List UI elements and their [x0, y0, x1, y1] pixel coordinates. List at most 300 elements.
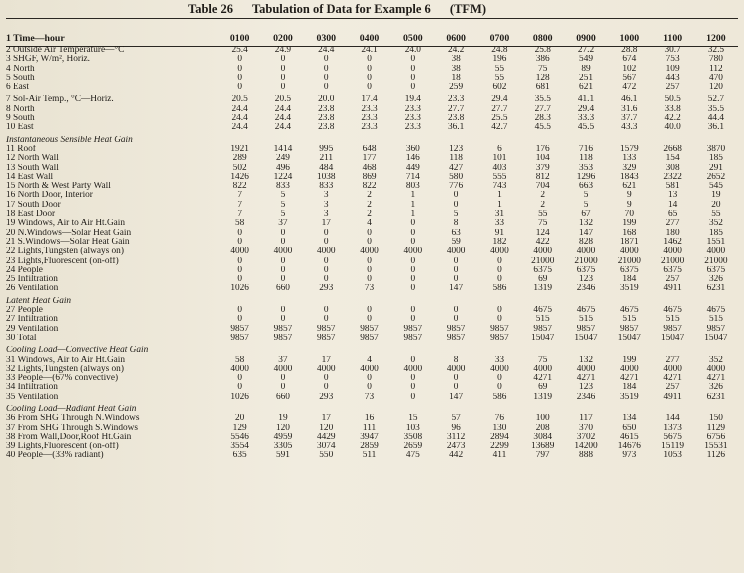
value-cell: 422 [535, 237, 550, 247]
value-cell: 19 [711, 191, 721, 201]
value-cell: 1296 [576, 172, 596, 182]
value-cell: 123 [579, 383, 593, 393]
value-cell: 35.5 [707, 104, 725, 114]
value-cell: 591 [275, 451, 290, 461]
row-label: 22 Lights,Tungsten (always on) [6, 247, 124, 257]
value-cell: 15 [408, 414, 418, 424]
value-cell: 45.5 [534, 123, 551, 133]
value-cell: 4271 [576, 374, 596, 384]
value-cell: 0 [497, 275, 502, 285]
row-label: 3 SHGF, W/m², Horiz. [6, 55, 90, 65]
value-cell: 3 [323, 191, 329, 201]
value-cell: 714 [405, 172, 420, 182]
value-cell: 586 [492, 284, 507, 294]
value-cell: 0 [367, 256, 372, 266]
value-cell: 196 [492, 55, 507, 65]
value-cell: 101 [492, 154, 507, 164]
value-cell: 4271 [663, 374, 682, 384]
value-cell: 44.4 [707, 114, 725, 124]
row-label: 15 North & West Party Wall [6, 182, 111, 192]
value-cell: 4000 [533, 364, 553, 374]
value-cell: 5 [280, 200, 286, 210]
value-cell: 23.8 [447, 114, 465, 124]
value-cell: 443 [665, 73, 680, 83]
value-cell: 2 [540, 200, 546, 210]
hour-header: 0500 [403, 33, 423, 44]
value-cell: 4000 [230, 247, 249, 257]
value-cell: 2346 [576, 392, 596, 402]
value-cell: 23.8 [318, 114, 335, 124]
value-cell: 257 [665, 275, 680, 285]
header-label: 1 Time—hour [6, 33, 65, 44]
value-cell: 7 [237, 210, 242, 220]
value-cell: 1 [410, 200, 416, 210]
value-cell: 3508 [403, 432, 423, 442]
row-label: 24 People [6, 265, 43, 275]
value-cell: 550 [319, 451, 334, 461]
value-cell: 0 [237, 64, 242, 74]
value-cell: 1 [410, 191, 416, 201]
value-cell: 33 [494, 219, 505, 229]
value-cell: 0 [410, 55, 416, 65]
value-cell: 1 [410, 210, 416, 220]
value-cell: 4000 [663, 364, 682, 374]
value-cell: 0 [237, 383, 242, 393]
value-cell: 2473 [446, 442, 466, 452]
value-cell: 24.8 [491, 46, 508, 55]
value-cell: 257 [665, 83, 680, 93]
value-cell: 3 [323, 210, 329, 220]
value-cell: 6756 [706, 432, 726, 442]
row-label: 25 Infiltration [6, 275, 58, 285]
row-label: 31 Windows, Air to Air Ht.Gain [6, 355, 126, 365]
value-cell: 555 [492, 172, 507, 182]
row-label: 34 Infiltration [6, 383, 58, 393]
value-cell: 43.3 [621, 123, 638, 133]
value-cell: 3702 [576, 432, 596, 442]
value-cell: 648 [362, 144, 377, 154]
value-cell: 4911 [663, 392, 682, 402]
value-cell: 0 [410, 315, 416, 325]
value-cell: 6 [497, 144, 502, 154]
row-label: 35 Ventilation [6, 392, 59, 402]
value-cell: 9857 [533, 324, 553, 334]
value-cell: 4000 [576, 364, 596, 374]
top-rule [6, 18, 738, 19]
value-cell: 379 [535, 163, 550, 173]
value-cell: 0 [280, 73, 286, 83]
value-cell: 0 [237, 237, 242, 247]
value-cell: 3112 [447, 432, 466, 442]
value-cell: 15531 [704, 442, 728, 452]
value-cell: 14200 [574, 442, 598, 452]
value-cell: 0 [367, 315, 372, 325]
value-cell: 0 [237, 275, 242, 285]
value-cell: 120 [319, 423, 334, 433]
value-cell: 55 [711, 210, 721, 220]
value-cell: 1126 [706, 451, 726, 461]
value-cell: 111 [362, 423, 377, 433]
value-cell: 973 [622, 451, 637, 461]
value-cell: 199 [622, 219, 637, 229]
value-cell: 58 [235, 219, 245, 229]
value-cell: 59 [451, 237, 461, 247]
value-cell: 1579 [620, 144, 639, 154]
value-cell: 449 [405, 163, 420, 173]
value-cell: 21000 [574, 256, 598, 266]
value-cell: 0 [323, 83, 329, 93]
value-cell: 5 [583, 191, 589, 201]
value-cell: 30.7 [664, 46, 681, 55]
value-cell: 515 [622, 315, 637, 325]
value-cell: 0 [453, 256, 459, 266]
row-label: 21 S.Windows—Solar Heat Gain [6, 237, 130, 247]
value-cell: 4911 [663, 284, 682, 294]
value-cell: 0 [280, 83, 286, 93]
value-cell: 545 [708, 182, 723, 192]
hour-header: 0600 [446, 33, 466, 44]
value-cell: 4000 [663, 247, 682, 257]
value-cell: 20.0 [318, 95, 335, 105]
value-cell: 370 [579, 423, 593, 433]
hour-header: 0400 [359, 33, 380, 44]
value-cell: 0 [323, 256, 329, 266]
value-cell: 0 [367, 55, 372, 65]
value-cell: 23.3 [404, 104, 421, 114]
value-cell: 484 [319, 163, 334, 173]
value-cell: 102 [622, 64, 637, 74]
value-cell: 1551 [706, 237, 726, 247]
row-label: 13 South Wall [6, 163, 59, 173]
value-cell: 0 [367, 374, 372, 384]
value-cell: 567 [622, 73, 637, 83]
value-cell: 0 [280, 315, 286, 325]
value-cell: 69 [538, 275, 548, 285]
value-cell: 511 [362, 451, 377, 461]
value-cell: 0 [323, 55, 329, 65]
value-cell: 6375 [533, 265, 553, 275]
value-cell: 134 [622, 414, 637, 424]
value-cell: 4 [367, 355, 372, 365]
value-cell: 104 [535, 154, 550, 164]
value-cell: 0 [323, 237, 329, 247]
value-cell: 5 [280, 191, 286, 201]
value-cell: 50.5 [664, 95, 681, 105]
value-cell: 33.8 [664, 104, 681, 114]
value-cell: 2322 [663, 172, 682, 182]
value-cell: 0 [280, 64, 286, 74]
value-cell: 0 [497, 374, 502, 384]
row-label: 4 North [6, 64, 35, 74]
value-cell: 0 [280, 55, 286, 65]
value-cell: 4000 [360, 247, 379, 257]
table-method: (TFM) [449, 2, 487, 16]
value-cell: 25.5 [491, 114, 508, 124]
value-cell: 37 [278, 219, 288, 229]
value-cell: 0 [280, 237, 286, 247]
value-cell: 515 [579, 315, 593, 325]
value-cell: 403 [492, 163, 507, 173]
value-cell: 17.4 [361, 95, 378, 105]
value-cell: 9 [626, 191, 632, 201]
value-cell: 0 [280, 306, 286, 316]
value-cell: 257 [665, 383, 680, 393]
value-cell: 75 [538, 64, 548, 74]
value-cell: 184 [622, 275, 637, 285]
value-cell: 1 [497, 200, 502, 210]
value-cell: 4000 [490, 364, 509, 374]
row-label: 20 N.Windows—Solar Heat Gain [6, 228, 132, 238]
row-label: 12 North Wall [6, 154, 59, 164]
value-cell: 9857 [316, 333, 336, 343]
value-cell: 0 [237, 55, 242, 65]
value-cell: 13 [667, 191, 678, 201]
value-cell: 753 [665, 55, 680, 65]
value-cell: 28.8 [621, 46, 638, 55]
hour-header: 0300 [316, 33, 337, 44]
value-cell: 2894 [490, 432, 509, 442]
value-cell: 442 [449, 451, 464, 461]
row-label: 6 East [6, 83, 29, 93]
value-cell: 35.5 [534, 95, 551, 105]
value-cell: 123 [579, 275, 593, 285]
value-cell: 29.4 [491, 95, 508, 105]
value-cell: 468 [362, 163, 377, 173]
value-cell: 780 [708, 55, 723, 65]
value-cell: 150 [708, 414, 723, 424]
value-cell: 4000 [576, 247, 596, 257]
value-cell: 4000 [706, 364, 726, 374]
value-cell: 9857 [446, 324, 466, 334]
row-label: 39 Lights,Fluorescent (on-off) [6, 442, 119, 452]
value-cell: 0 [410, 392, 416, 402]
value-cell: 326 [708, 383, 723, 393]
value-cell: 28.3 [534, 114, 551, 124]
value-cell: 32.5 [707, 46, 725, 55]
value-cell: 1038 [316, 172, 336, 182]
value-cell: 0 [367, 275, 372, 285]
value-cell: 4429 [316, 432, 336, 442]
value-cell: 8 [453, 219, 459, 229]
value-cell: 308 [665, 163, 680, 173]
value-cell: 6375 [663, 265, 682, 275]
value-cell: 0 [410, 83, 416, 93]
value-cell: 24.4 [231, 104, 248, 114]
value-cell: 24.0 [404, 46, 421, 55]
value-cell: 27.7 [491, 104, 508, 114]
value-cell: 4000 [620, 364, 639, 374]
value-cell: 0 [497, 306, 502, 316]
value-cell: 995 [319, 144, 334, 154]
value-cell: 249 [275, 154, 290, 164]
value-cell: 67 [581, 210, 591, 220]
value-cell: 4000 [230, 364, 249, 374]
value-cell: 3870 [706, 144, 726, 154]
value-cell: 9857 [446, 333, 466, 343]
value-cell: 0 [453, 315, 459, 325]
row-label: 30 Total [6, 333, 37, 343]
value-cell: 0 [237, 228, 242, 238]
value-cell: 472 [622, 83, 637, 93]
value-cell: 20 [711, 200, 721, 210]
hour-header: 0100 [229, 33, 250, 44]
value-cell: 0 [410, 265, 416, 275]
value-cell: 100 [535, 414, 550, 424]
value-cell: 4000 [360, 364, 379, 374]
value-cell: 16 [364, 414, 375, 424]
value-cell: 42.2 [664, 114, 681, 124]
row-label: 27 Infiltration [6, 315, 58, 325]
value-cell: 37.7 [621, 114, 638, 124]
value-cell: 31 [494, 210, 505, 220]
row-label: 17 South Door [6, 200, 61, 210]
value-cell: 177 [362, 154, 377, 164]
value-cell: 3519 [620, 284, 639, 294]
value-cell: 0 [367, 83, 372, 93]
value-cell: 55 [494, 73, 505, 83]
value-cell: 40.0 [664, 123, 681, 133]
value-cell: 4675 [663, 306, 682, 316]
value-cell: 27.7 [534, 104, 551, 114]
value-cell: 130 [492, 423, 507, 433]
value-cell: 470 [708, 73, 723, 83]
row-label: 2 Outside Air Temperature—°C [6, 46, 125, 55]
value-cell: 812 [535, 172, 550, 182]
value-cell: 144 [665, 414, 680, 424]
value-cell: 128 [535, 73, 550, 83]
value-cell: 5546 [230, 432, 249, 442]
value-cell: 0 [280, 228, 286, 238]
value-cell: 55 [538, 210, 548, 220]
table-number: Table 26 [188, 2, 234, 16]
value-cell: 21000 [660, 256, 685, 266]
value-cell: 621 [579, 83, 593, 93]
value-cell: 3519 [620, 392, 639, 402]
value-cell: 4000 [706, 247, 726, 257]
value-cell: 353 [579, 163, 593, 173]
value-cell: 0 [367, 237, 372, 247]
value-cell: 0 [280, 275, 286, 285]
value-cell: 797 [535, 451, 550, 461]
row-label: 7 Sol-Air Temp., °C—Horiz. [6, 95, 114, 105]
value-cell: 25.8 [534, 46, 551, 55]
value-cell: 4000 [446, 364, 466, 374]
row-label: 26 Ventilation [6, 284, 59, 294]
value-cell: 112 [709, 64, 723, 74]
value-cell: 0 [367, 64, 372, 74]
value-cell: 0 [280, 374, 286, 384]
value-cell: 118 [579, 154, 593, 164]
value-cell: 2 [367, 200, 372, 210]
row-label: 9 South [6, 114, 35, 124]
value-cell: 23.8 [318, 104, 335, 114]
value-cell: 199 [622, 355, 637, 365]
hour-header: 0700 [489, 33, 510, 44]
value-cell: 586 [492, 392, 507, 402]
value-cell: 21000 [617, 256, 641, 266]
value-cell: 13689 [531, 442, 555, 452]
value-cell: 411 [492, 451, 507, 461]
value-cell: 124 [535, 228, 550, 238]
value-cell: 185 [708, 154, 723, 164]
value-cell: 29.4 [577, 104, 595, 114]
value-cell: 1319 [533, 392, 553, 402]
value-cell: 502 [232, 163, 247, 173]
value-cell: 3 [323, 200, 329, 210]
value-cell: 277 [665, 355, 680, 365]
value-cell: 38 [451, 55, 461, 65]
value-cell: 182 [492, 237, 507, 247]
value-cell: 1373 [663, 423, 682, 433]
value-cell: 73 [364, 392, 375, 402]
value-cell: 0 [453, 306, 459, 316]
value-cell: 24.1 [361, 46, 378, 55]
value-cell: 15047 [704, 333, 728, 343]
value-cell: 24.4 [274, 104, 292, 114]
value-cell: 5675 [663, 432, 682, 442]
value-cell: 0 [453, 275, 459, 285]
value-cell: 184 [622, 383, 637, 393]
value-cell: 4000 [316, 247, 336, 257]
value-cell: 1 [497, 191, 502, 201]
value-cell: 55 [494, 64, 505, 74]
value-cell: 168 [622, 228, 637, 238]
value-cell: 0 [323, 73, 329, 83]
value-cell: 515 [665, 315, 680, 325]
value-cell: 326 [708, 275, 723, 285]
value-cell: 0 [367, 228, 372, 238]
value-cell: 0 [280, 383, 286, 393]
value-cell: 0 [410, 237, 416, 247]
value-cell: 7 [237, 200, 242, 210]
value-cell: 515 [535, 315, 550, 325]
value-cell: 4675 [620, 306, 639, 316]
value-cell: 0 [323, 228, 329, 238]
value-cell: 24.4 [318, 46, 335, 55]
value-cell: 17 [321, 219, 331, 229]
value-cell: 1026 [230, 392, 249, 402]
value-cell: 76 [494, 414, 505, 424]
value-cell: 0 [323, 64, 329, 74]
value-cell: 3305 [273, 442, 293, 452]
table-caption: Tabulation of Data for Example 6 [251, 2, 431, 16]
row-label: 32 Lights,Tungsten (always on) [6, 364, 124, 374]
value-cell: 0 [367, 383, 372, 393]
value-cell: 828 [579, 237, 593, 247]
hour-header: 0800 [532, 33, 553, 44]
row-label: 33 People—(67% convective) [6, 374, 119, 384]
value-cell: 0 [497, 265, 502, 275]
value-cell: 0 [323, 374, 329, 384]
hour-header: 0900 [576, 33, 596, 44]
value-cell: 23.3 [404, 123, 421, 133]
value-cell: 0 [323, 306, 329, 316]
data-table [6, 32, 738, 461]
value-cell: 833 [275, 182, 290, 192]
value-cell: 24.4 [231, 114, 248, 124]
value-cell: 21000 [531, 256, 555, 266]
value-cell: 45.5 [577, 123, 595, 133]
value-cell: 2652 [706, 172, 726, 182]
value-cell: 2859 [360, 442, 379, 452]
value-cell: 386 [535, 55, 550, 65]
value-cell: 0 [453, 374, 459, 384]
value-cell: 1921 [230, 144, 249, 154]
value-cell: 15047 [617, 333, 641, 343]
value-cell: 0 [453, 191, 459, 201]
value-cell: 14 [667, 200, 678, 210]
value-cell: 0 [410, 374, 416, 384]
